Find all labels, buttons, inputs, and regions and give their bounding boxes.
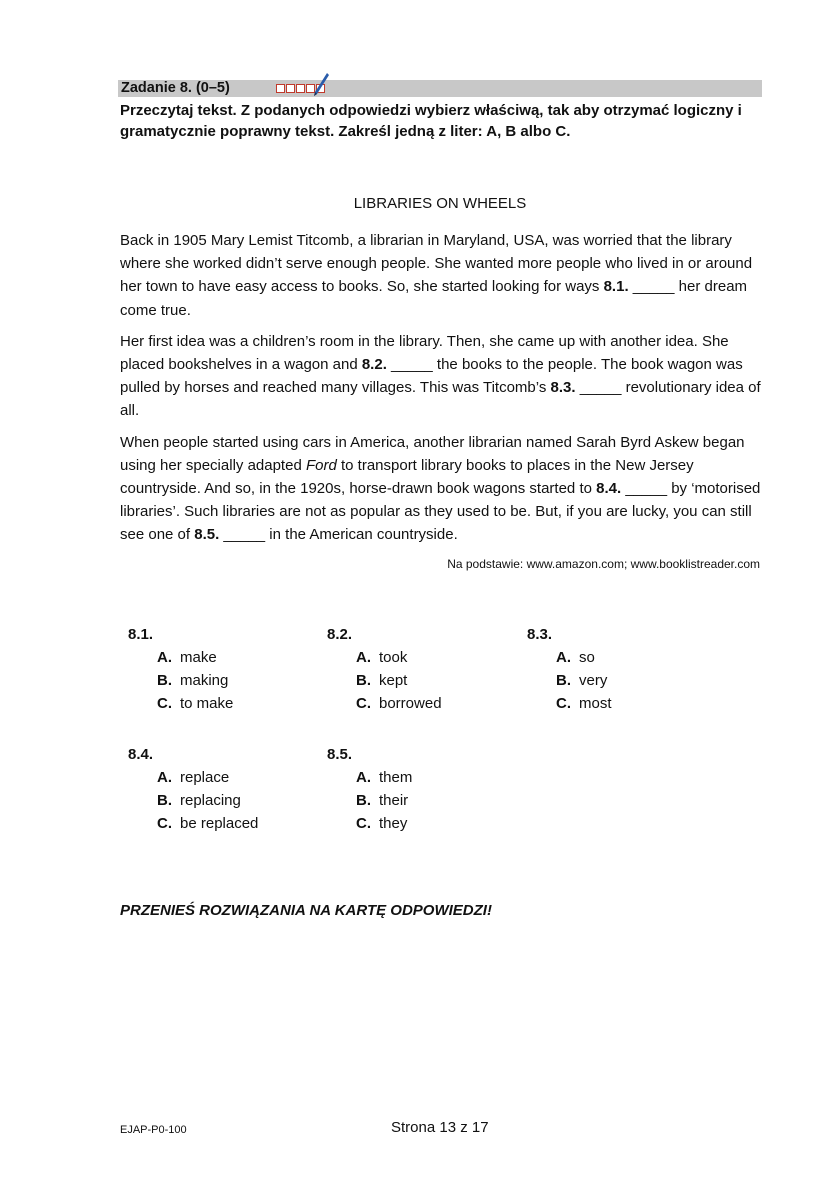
option-b[interactable]: B. their: [356, 792, 409, 809]
score-box: [286, 84, 295, 93]
task-label: Zadanie 8. (0–5): [121, 80, 230, 96]
gap-8-2: 8.2.: [361, 356, 387, 374]
page-number: Strona 13 z 17: [391, 1119, 489, 1136]
option-a[interactable]: A. took: [356, 649, 408, 666]
question-8-3: 8.3. A. so B. very C. most: [527, 623, 612, 715]
pen-icon: [312, 72, 330, 98]
option-a[interactable]: A. replace: [157, 769, 230, 786]
option-c[interactable]: C. most: [556, 695, 612, 712]
question-8-2: 8.2. A. took B. kept C. borrowed: [327, 623, 442, 715]
exam-code: EJAP-P0-100: [120, 1124, 187, 1136]
option-a[interactable]: A. them: [356, 769, 413, 786]
gap-8-4: 8.4.: [596, 480, 622, 498]
passage-paragraph-3: When people started using cars in America, another librarian named Sarah Byrd Askew began using her specially adapted Ford to transport library books to places in the New Jersey countryside. And so, in the 1920s, horse-drawn book wagons started to 8.4. _____ by ‘motorised libraries’. Such libraries are not as popular as they used to be. But, if you are lucky, you can still see one of 8.5. _____ in the American countryside.: [120, 433, 761, 544]
score-box: [296, 84, 305, 93]
option-a[interactable]: A. so: [556, 649, 595, 666]
option-b[interactable]: B. kept: [356, 672, 408, 689]
passage-title: LIBRARIES ON WHEELS: [353, 195, 527, 212]
option-a[interactable]: A. make: [157, 649, 217, 666]
score-box: [276, 84, 285, 93]
option-b[interactable]: B. replacing: [157, 792, 241, 809]
question-8-5: 8.5. A. them B. their C. they: [327, 743, 412, 835]
passage-paragraph-1: Back in 1905 Mary Lemist Titcomb, a librarian in Maryland, USA, was worried that the library where she worked didn’t serve enough people. She wanted more people who lived in or around her town to have easy access to books. So, she started looking for ways 8.1. _____ her dream come true.: [120, 232, 753, 319]
task-instruction: Przeczytaj tekst. Z podanych odpowiedzi wybierz właściwą, tak aby otrzymać logiczny i gramatycznie poprawny tekst. Zakreśl jedną z liter: A, B albo C.: [120, 102, 742, 140]
passage: [120, 229, 770, 555]
option-b[interactable]: B. very: [556, 672, 608, 689]
gap-8-1: 8.1.: [603, 278, 629, 296]
source-note: Na podstawie: www.amazon.com; www.booklistreader.com: [447, 557, 760, 571]
option-b[interactable]: B. making: [157, 672, 229, 689]
option-c[interactable]: C. borrowed: [356, 695, 442, 712]
gap-8-5: 8.5.: [194, 526, 220, 544]
question-8-4: 8.4. A. replace B. replacing C. be replaced: [128, 743, 258, 835]
gap-8-3: 8.3.: [550, 379, 576, 397]
question-8-1: 8.1. A. make B. making C. to make: [128, 623, 233, 715]
option-c[interactable]: C. they: [356, 815, 408, 832]
option-c[interactable]: C. to make: [157, 695, 234, 712]
passage-paragraph-2: Her first idea was a children’s room in the library. Then, she came up with another idea. She placed bookshelves in a wagon and 8.2. _____ the books to the people. The book wagon was pulled by horses and reached many villages. This was Titcomb’s 8.3. _____ revolutionary idea of all.: [120, 332, 761, 420]
transfer-note: PRZENIEŚ ROZWIĄZANIA NA KARTĘ ODPOWIEDZI!: [120, 902, 492, 919]
option-c[interactable]: C. be replaced: [157, 815, 259, 832]
